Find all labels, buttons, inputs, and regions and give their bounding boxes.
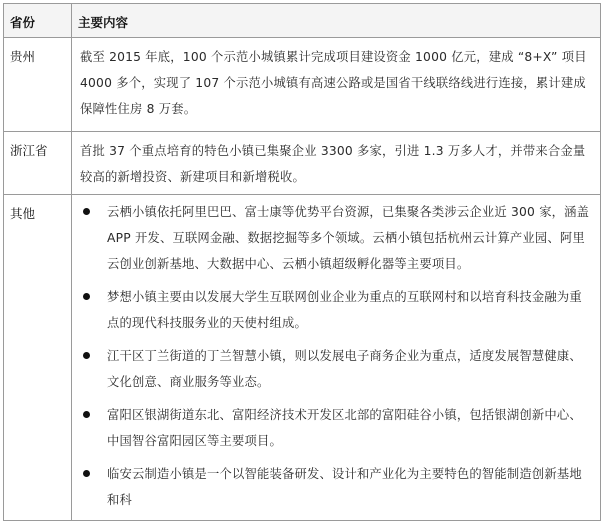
table-row bbox=[4, 132, 601, 195]
bullet-icon bbox=[83, 352, 90, 359]
content-table bbox=[3, 3, 601, 521]
list-item bbox=[80, 461, 594, 513]
list-item-text: 云栖小镇依托阿里巴巴、富士康等优势平台资源，已集聚各类涉云企业近 300 家，涵盖 APP 开发、互联网金融、数据挖掘等多个领域。云栖小镇包括杭州云计算产业园、阿里云创业创新基地、大数据中心、云栖小镇超级孵化器等主要项目。 bbox=[107, 205, 590, 271]
list-item bbox=[80, 343, 594, 395]
list-item-text: 临安云制造小镇是一个以智能装备研发、设计和产业化为主要特色的智能制造创新基地和科 bbox=[107, 467, 582, 507]
list-item bbox=[80, 199, 594, 277]
list-item bbox=[80, 402, 594, 454]
content-cell: 首批 37 个重点培育的特色小镇已集聚企业 3300 多家，引进 1.3 万多人才，并带来合金量较高的新增投资、新建项目和新增税收。 bbox=[72, 132, 601, 195]
header-content: 主要内容 bbox=[72, 4, 601, 38]
table-row bbox=[4, 38, 601, 132]
list-item-text: 江干区丁兰街道的丁兰智慧小镇，则以发展电子商务企业为重点，适度发展智慧健康、文化创意、商业服务等业态。 bbox=[107, 349, 582, 389]
header-province: 省份 bbox=[4, 4, 72, 38]
content-cell bbox=[72, 195, 601, 521]
bullet-icon bbox=[83, 208, 90, 215]
bullet-list bbox=[80, 199, 594, 513]
list-item-text: 富阳区银湖街道东北、富阳经济技术开发区北部的富阳硅谷小镇，包括银湖创新中心、中国智谷富阳园区等主要项目。 bbox=[107, 408, 582, 448]
list-item-text: 梦想小镇主要由以发展大学生互联网创业企业为重点的互联网村和以培育科技金融为重点的现代科技服务业的天使村组成。 bbox=[107, 290, 582, 330]
bullet-icon bbox=[83, 293, 90, 300]
bullet-icon bbox=[83, 411, 90, 418]
province-cell: 贵州 bbox=[4, 38, 72, 132]
province-cell: 其他 bbox=[4, 195, 72, 521]
content-cell: 截至 2015 年底，100 个示范小城镇累计完成项目建设资金 1000 亿元，建成 “8+X” 项目 4000 多个，实现了 107 个示范小城镇有高速公路或是国省干线联络线进行连接，累计建成保障性住房 8 万套。 bbox=[72, 38, 601, 132]
bullet-icon bbox=[83, 470, 90, 477]
table-row bbox=[4, 195, 601, 521]
province-cell: 浙江省 bbox=[4, 132, 72, 195]
list-item bbox=[80, 284, 594, 336]
table-header-row bbox=[4, 4, 601, 38]
